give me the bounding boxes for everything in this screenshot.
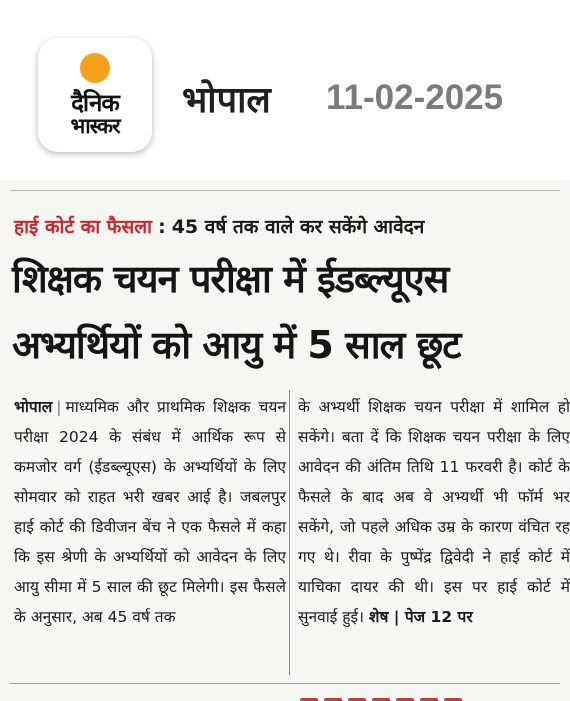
logo-text-line1: दैनिक [71, 89, 119, 117]
column-divider [289, 390, 290, 675]
headline-line-2: अभ्यर्थियों को आयु में 5 साल छूट [12, 323, 461, 367]
next-article-fragment [300, 690, 560, 701]
kicker [14, 213, 564, 239]
clipping-top-rule [10, 190, 560, 191]
continued-on-page: शेष | पेज 12 पर [368, 608, 473, 626]
sun-icon [80, 53, 110, 83]
logo-text-line2: भास्कर [70, 114, 120, 138]
headline-line-1: शिक्षक चयन परीक्षा में ईडब्ल्यूएस [12, 257, 449, 301]
edition-city: भोपाल [182, 80, 271, 121]
kicker-text: 45 वर्ष तक वाले कर सकेंगे आवेदन [171, 216, 425, 238]
article-column-left [14, 392, 286, 632]
kicker-separator: : [158, 216, 166, 238]
dateline: भोपाल [14, 398, 53, 416]
clipping-bottom-rule [10, 683, 560, 684]
article-column-right [298, 392, 570, 632]
dateline-separator: | [56, 398, 62, 416]
body-text-left: माध्यमिक और प्राथमिक शिक्षक चयन परीक्षा 2024 के संबंध में आर्थिक रूप से कमजोर वर्ग (ईडब्ल्यूएस) के अभ्यर्थियों के लिए सोमवार को राहत भरी खबर आई है। जबलपुर हाई कोर्ट की डिवीजन बेंच ने एक फैसले में कहा कि इस श्रेणी के अभ्यर्थियों को आवेदन के लिए आयु सीमा में 5 साल की छूट मिलेगी। इस फैसले के अनुसार, अब 45 वर्ष तक [14, 398, 286, 626]
edition-date: 11-02-2025 [326, 78, 504, 117]
kicker-label: हाई कोर्ट का फैसला [14, 216, 153, 238]
body-text-right: के अभ्यर्थी शिक्षक चयन परीक्षा में शामिल हो सकेंगे। बता दें कि शिक्षक चयन परीक्षा के लिए आवेदन की अंतिम तिथि 11 फरवरी है। कोर्ट के फैसले के बाद अब वे अभ्यर्थी भी फॉर्म भर सकेंगे, जो पहले अधिक उम्र के कारण वंचित रह गए थे। रीवा के पुष्पेंद्र द्विवेदी ने हाई कोर्ट में याचिका दायर की थी। इस पर हाई कोर्ट में सुनवाई हुई। [298, 398, 570, 626]
